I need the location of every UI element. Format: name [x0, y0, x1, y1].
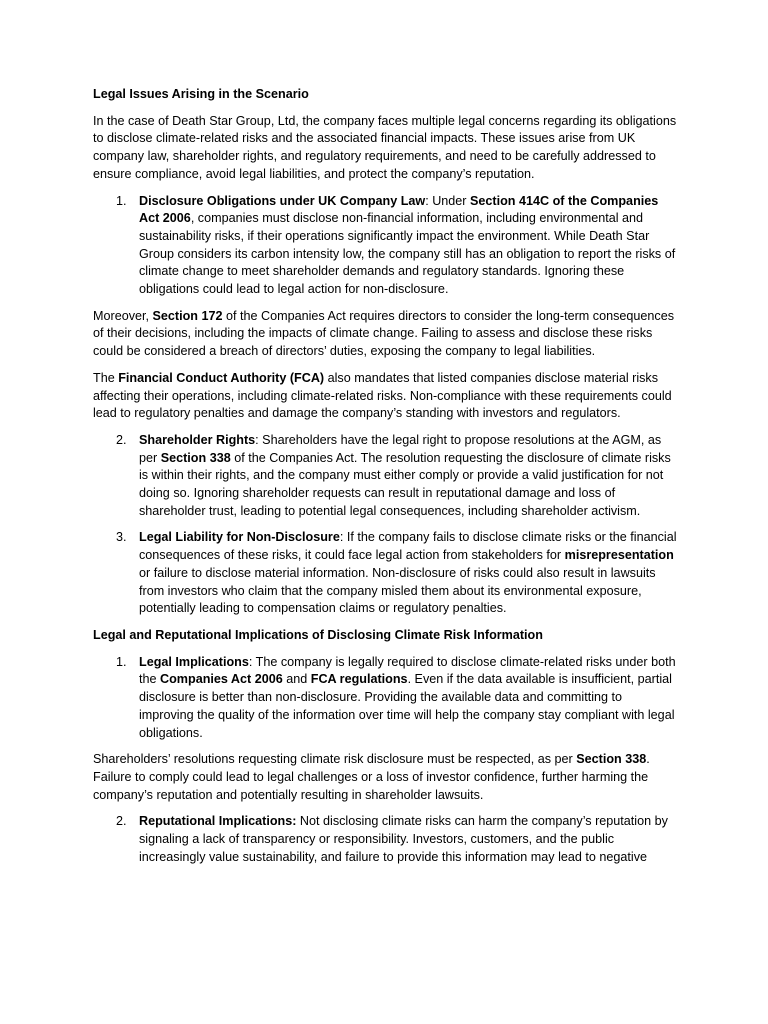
item-title: Reputational Implications: [139, 814, 297, 829]
list-item-disclosure-obligations [93, 193, 679, 299]
list-number: 1. [116, 654, 127, 669]
paragraph-section-172 [93, 308, 679, 361]
paragraph-fca [93, 370, 679, 423]
item-bold-text: Section 338 [160, 450, 231, 465]
item-text: . Even if the data available is insufficient, partial disclosure is better than non-disclosure. Providing the available data and committing to improving the quality of the information over time will help the company stay compliant with legal obligations. [139, 672, 675, 740]
para-text: Moreover, [93, 308, 153, 323]
para-bold-text: Section 338 [576, 752, 647, 767]
item-title: Disclosure Obligations under UK Company Law [139, 193, 426, 208]
item-text: : The company is legally required to disclose climate-related risks under both the [139, 654, 676, 687]
para-bold-text: Section 172 [152, 308, 223, 323]
item-title: Legal Implications [139, 654, 249, 669]
item-text: : Shareholders have the legal right to propose resolutions at the AGM, as per [139, 432, 662, 465]
list-item-reputational-implications [93, 813, 679, 866]
item-bold-text: Section 414C of the Companies Act 2006 [139, 193, 659, 226]
item-text: , companies must disclose non-financial information, including environmental and sustainability risks, if their operations significantly impact the environment. While Death Star Group considers its carbon intensity low, the company still has an obligation to report the risks of climate change to meet shareholder demands and regulatory standards. Ignoring these obligations could lead to legal action for non-disclosure. [139, 211, 676, 297]
document-page [93, 86, 679, 875]
item-text: or failure to disclose material information. Non-disclosure of risks could also result in lawsuits from investors who claim that the company misled them about its environmental exposure, potentially leading to compensation claims or regulatory penalties. [139, 565, 656, 616]
section-heading-legal-issues: Legal Issues Arising in the Scenario [93, 87, 309, 101]
section-heading-implications: Legal and Reputational Implications of Disclosing Climate Risk Information [93, 627, 543, 642]
para-text: The [93, 370, 119, 385]
item-text: : Under [425, 193, 471, 208]
paragraph-shareholder-resolutions [93, 751, 679, 804]
list-number: 2. [116, 814, 127, 829]
item-title: Shareholder Rights [139, 432, 256, 447]
intro-paragraph: In the case of Death Star Group, Ltd, the company faces multiple legal concerns regarding its obligations to disclose climate-related risks and the associated financial impacts. These issues arise from UK company law, shareholder rights, and regulatory requirements, and need to be carefully addressed to ensure compliance, avoid legal liabilities, and protect the company’s reputation. [93, 113, 677, 181]
para-text: also mandates that listed companies disclose material risks affecting their operations, including climate-related risks. Non-compliance with these requirements could lead to regulatory penalties and damage the company’s standing with investors and regulators. [93, 370, 672, 421]
list-number: 2. [116, 432, 127, 447]
item-text: Not disclosing climate risks can harm the company’s reputation by signaling a lack of transparency or responsibility. Investors, customers, and the public increasingly value sustainability, and failure to provide this information may lead to negative [139, 814, 668, 864]
list-item-legal-implications [93, 654, 679, 743]
item-text: and [282, 672, 311, 687]
item-text: : If the company fails to disclose climate risks or the financial consequences of these risks, it could face legal action from stakeholders for [139, 530, 677, 563]
item-bold-text: Companies Act 2006 [160, 672, 283, 687]
para-bold-text: Financial Conduct Authority (FCA) [118, 370, 325, 385]
para-text: Shareholders’ resolutions requesting climate risk disclosure must be respected, as per [93, 752, 577, 767]
item-text: of the Companies Act. The resolution requesting the disclosure of climate risks is within their rights, and the company must either comply or provide a valid justification for not doing so. Ignoring shareholder requests can result in reputational damage and loss of shareholder trust, leading to potential legal consequences, including shareholder activism. [139, 450, 671, 518]
list-number: 1. [116, 193, 127, 208]
list-item-shareholder-rights [93, 432, 679, 521]
item-bold-text: misrepresentation [564, 548, 674, 563]
para-text: . Failure to comply could lead to legal challenges or a loss of investor confidence, further harming the company’s reputation and potentially resulting in shareholder lawsuits. [93, 752, 650, 802]
list-number: 3. [116, 530, 127, 545]
para-text: of the Companies Act requires directors to consider the long-term consequences of their decisions, including the impacts of climate change. Failing to assess and disclose these risks could be considered a breach of directors’ duties, exposing the company to legal liabilities. [93, 308, 675, 359]
item-title: Legal Liability for Non-Disclosure [139, 530, 340, 545]
item-bold-text: FCA regulations [310, 672, 408, 687]
list-item-legal-liability [93, 529, 679, 618]
